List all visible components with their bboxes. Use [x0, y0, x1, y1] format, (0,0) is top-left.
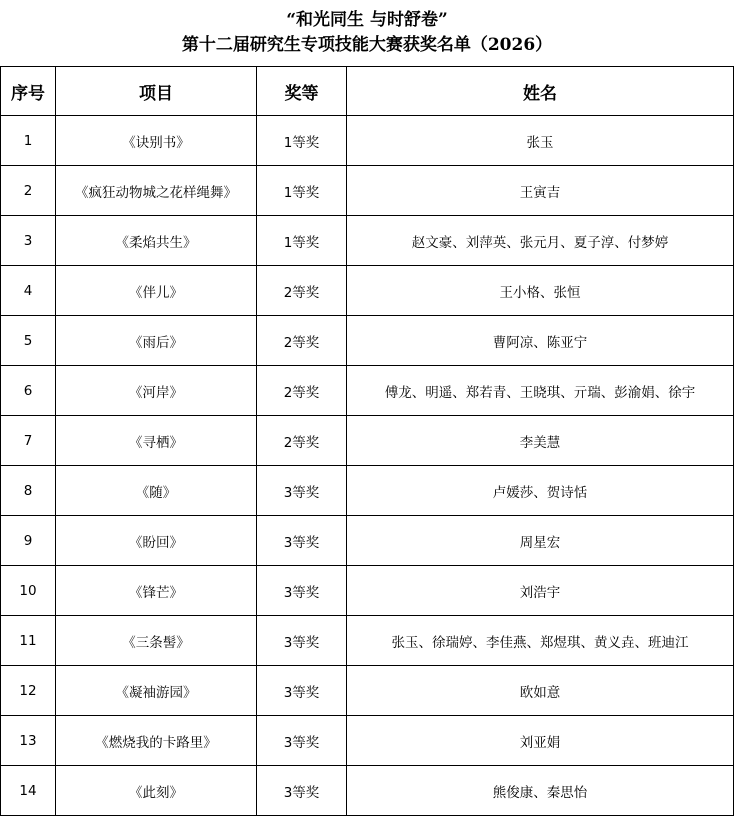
cell-project: 《锋芒》: [56, 566, 257, 616]
header-project: 项目: [56, 67, 257, 116]
header-names: 姓名: [347, 67, 734, 116]
cell-project: 《随》: [56, 466, 257, 516]
title-line-1: “和光同生 与时舒卷”: [286, 10, 448, 30]
header-no: 序号: [1, 67, 56, 116]
cell-award: 1等奖: [257, 166, 347, 216]
cell-project: 《三条髻》: [56, 616, 257, 666]
cell-award: 2等奖: [257, 266, 347, 316]
cell-award: 3等奖: [257, 566, 347, 616]
table-row: [1, 416, 734, 466]
table-row: [1, 766, 734, 816]
table-row: [1, 466, 734, 516]
cell-no: 8: [1, 466, 56, 516]
header-award: 奖等: [257, 67, 347, 116]
document-title: [0, 0, 734, 66]
cell-no: 3: [1, 216, 56, 266]
cell-award: 2等奖: [257, 366, 347, 416]
cell-no: 13: [1, 716, 56, 766]
cell-names: 张玉: [347, 116, 734, 166]
cell-project: 《河岸》: [56, 366, 257, 416]
cell-award: 2等奖: [257, 416, 347, 466]
table-row: [1, 616, 734, 666]
table-header-row: [1, 67, 734, 116]
cell-no: 11: [1, 616, 56, 666]
cell-project: 《柔焰共生》: [56, 216, 257, 266]
table-row: [1, 716, 734, 766]
cell-names: 熊俊康、秦思怡: [347, 766, 734, 816]
cell-no: 9: [1, 516, 56, 566]
cell-project: 《寻栖》: [56, 416, 257, 466]
table-row: [1, 566, 734, 616]
table-row: [1, 216, 734, 266]
table-row: [1, 516, 734, 566]
cell-names: 李美慧: [347, 416, 734, 466]
cell-names: 刘浩宇: [347, 566, 734, 616]
cell-project: 《此刻》: [56, 766, 257, 816]
cell-no: 10: [1, 566, 56, 616]
cell-project: 《燃烧我的卡路里》: [56, 716, 257, 766]
award-table: [0, 66, 734, 816]
cell-names: 卢媛莎、贺诗恬: [347, 466, 734, 516]
cell-project: 《伴儿》: [56, 266, 257, 316]
cell-names: 王小格、张恒: [347, 266, 734, 316]
cell-no: 7: [1, 416, 56, 466]
cell-names: 王寅吉: [347, 166, 734, 216]
cell-award: 3等奖: [257, 716, 347, 766]
table-row: [1, 166, 734, 216]
cell-no: 5: [1, 316, 56, 366]
cell-no: 12: [1, 666, 56, 716]
cell-names: 曹阿凉、陈亚宁: [347, 316, 734, 366]
cell-names: 周星宏: [347, 516, 734, 566]
cell-project: 《盼回》: [56, 516, 257, 566]
cell-award: 1等奖: [257, 216, 347, 266]
title-line-2: 第十二届研究生专项技能大赛获奖名单（2026）: [181, 35, 553, 55]
table-row: [1, 116, 734, 166]
cell-award: 3等奖: [257, 516, 347, 566]
cell-project: 《诀别书》: [56, 116, 257, 166]
cell-award: 2等奖: [257, 316, 347, 366]
cell-names: 刘亚娟: [347, 716, 734, 766]
cell-project: 《雨后》: [56, 316, 257, 366]
cell-award: 3等奖: [257, 766, 347, 816]
cell-names: 傅龙、明遥、郑若青、王晓琪、亓瑞、彭渝娟、徐宇: [347, 366, 734, 416]
cell-no: 14: [1, 766, 56, 816]
table-row: [1, 316, 734, 366]
cell-award: 3等奖: [257, 666, 347, 716]
cell-no: 1: [1, 116, 56, 166]
cell-award: 1等奖: [257, 116, 347, 166]
cell-no: 6: [1, 366, 56, 416]
table-row: [1, 666, 734, 716]
cell-award: 3等奖: [257, 466, 347, 516]
cell-project: 《疯狂动物城之花样绳舞》: [56, 166, 257, 216]
table-row: [1, 266, 734, 316]
cell-award: 3等奖: [257, 616, 347, 666]
table-row: [1, 366, 734, 416]
cell-no: 2: [1, 166, 56, 216]
cell-no: 4: [1, 266, 56, 316]
cell-names: 欧如意: [347, 666, 734, 716]
cell-project: 《凝袖游园》: [56, 666, 257, 716]
cell-names: 赵文豪、刘萍英、张元月、夏子淳、付梦婷: [347, 216, 734, 266]
cell-names: 张玉、徐瑞婷、李佳燕、郑煜琪、黄义垚、班迪江: [347, 616, 734, 666]
